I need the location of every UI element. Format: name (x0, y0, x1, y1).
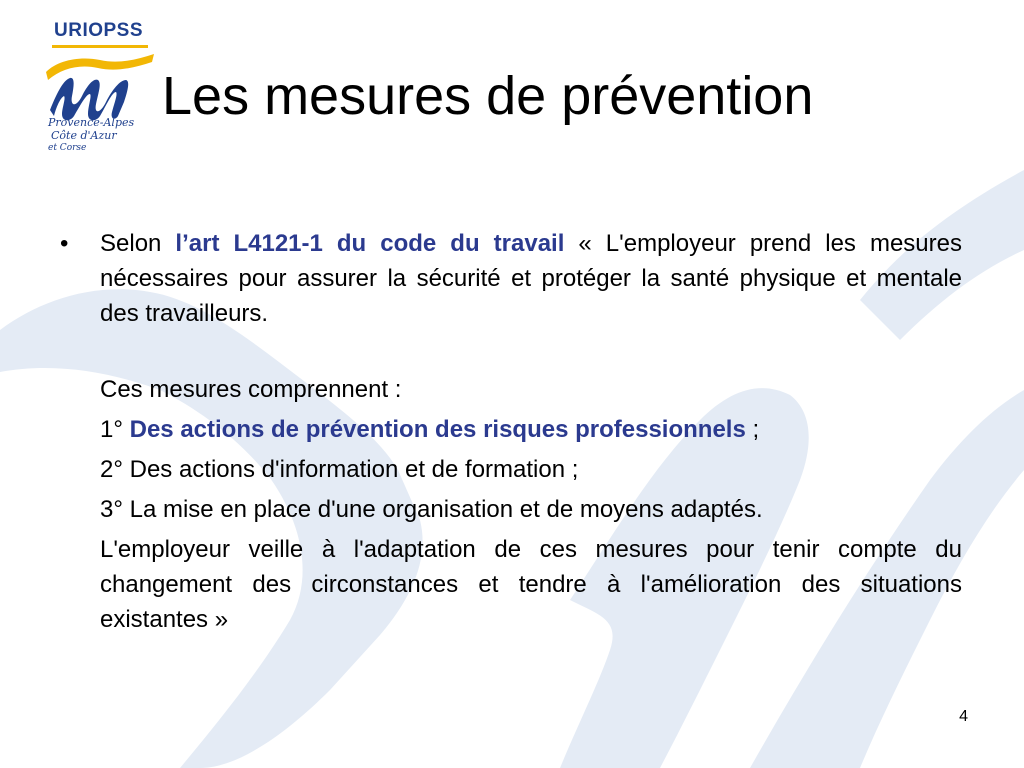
intro-prefix: Selon (100, 230, 176, 257)
law-reference: l’art L4121-1 du code du travail (175, 230, 565, 257)
logo-yellow-bar (52, 45, 148, 48)
measure-item-1 (100, 412, 962, 447)
measure-item-3: 3° La mise en place d'une organisation et de moyens adaptés. (100, 496, 763, 523)
page-number: 4 (959, 708, 968, 725)
logo-region-line1: Provence-Alpes (48, 116, 135, 129)
bullet-point: • (60, 230, 69, 257)
slide-title: Les mesures de prévention (162, 66, 814, 126)
intro-quote-text: « L'employeur prend les mesures nécessaires pour assurer la sécurité et protéger la santé physique et mentale des travailleurs. (100, 230, 962, 327)
logo-region-text (48, 116, 158, 155)
logo-region-line2: Côte d'Azur (51, 129, 117, 142)
closing-paragraph: L'employeur veille à l'adaptation de ces mesures pour tenir compte du changement des circonstances et tendre à l'amélioration des situations existantes » (100, 536, 962, 633)
uriopss-logo (40, 20, 160, 180)
measure-item-1-suffix: ; (745, 416, 760, 443)
intro-paragraph (100, 226, 962, 331)
slide-content (60, 226, 962, 637)
measure-item-1-text: Des actions de prévention des risques professionnels (129, 416, 746, 443)
logo-region-line3: et Corse (48, 143, 87, 153)
logo-name: URIOPSS (54, 20, 144, 41)
measures-heading: Ces mesures comprennent : (100, 376, 402, 403)
measure-item-1-number: 1° (100, 416, 130, 443)
measure-item-2: 2° Des actions d'information et de formation ; (100, 456, 579, 483)
